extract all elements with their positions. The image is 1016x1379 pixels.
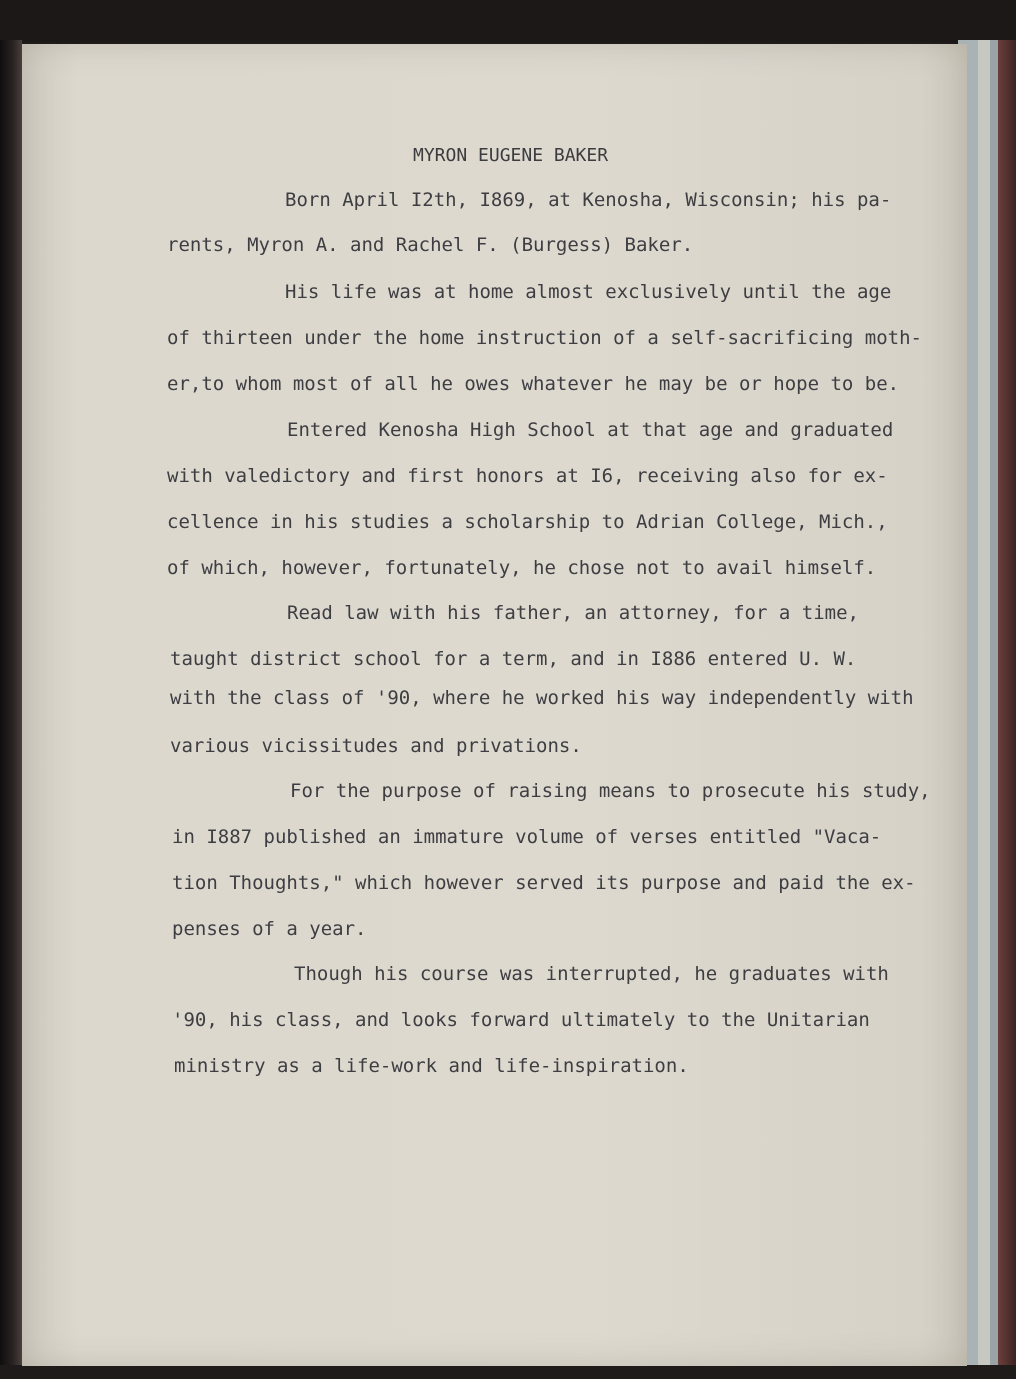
page-edges: [990, 40, 998, 1365]
text-line: His life was at home almost exclusively until the age: [285, 281, 892, 303]
text-line: Entered Kenosha High School at that age and graduated: [287, 419, 894, 441]
text-line: taught district school for a term, and in I886 entered U. W.: [170, 648, 857, 670]
text-line: ministry as a life-work and life-inspiration.: [174, 1055, 689, 1077]
text-line: of which, however, fortunately, he chose not to avail himself.: [167, 557, 877, 579]
text-line: with valedictory and first honors at I6, receiving also for ex-: [167, 465, 888, 487]
text-line: various vicissitudes and privations.: [170, 735, 582, 757]
text-line: tion Thoughts," which however served its purpose and paid the ex-: [172, 872, 916, 894]
text-line: er,to whom most of all he owes whatever he may be or hope to be.: [167, 373, 900, 395]
text-line: '90, his class, and looks forward ultimately to the Unitarian: [172, 1009, 870, 1031]
text-line: penses of a year.: [172, 918, 367, 940]
text-line: Born April I2th, I869, at Kenosha, Wisconsin; his pa-: [285, 189, 892, 211]
book-cover-top: [0, 0, 1016, 42]
book-binding: [0, 40, 22, 1365]
text-line: cellence in his studies a scholarship to Adrian College, Mich.,: [167, 511, 888, 533]
text-line: For the purpose of raising means to prosecute his study,: [290, 780, 931, 802]
book-cover-edge: [998, 40, 1016, 1365]
text-line: rents, Myron A. and Rachel F. (Burgess) Baker.: [167, 234, 694, 256]
text-line: Though his course was interrupted, he graduates with: [294, 963, 889, 985]
text-line: of thirteen under the home instruction of a self-sacrificing moth-: [167, 327, 922, 349]
text-line: with the class of '90, where he worked his way independently with: [170, 687, 914, 709]
text-line: in I887 published an immature volume of verses entitled "Vaca-: [172, 826, 882, 848]
text-line: Read law with his father, an attorney, for a time,: [287, 602, 859, 624]
page-title: MYRON EUGENE BAKER: [413, 145, 609, 166]
